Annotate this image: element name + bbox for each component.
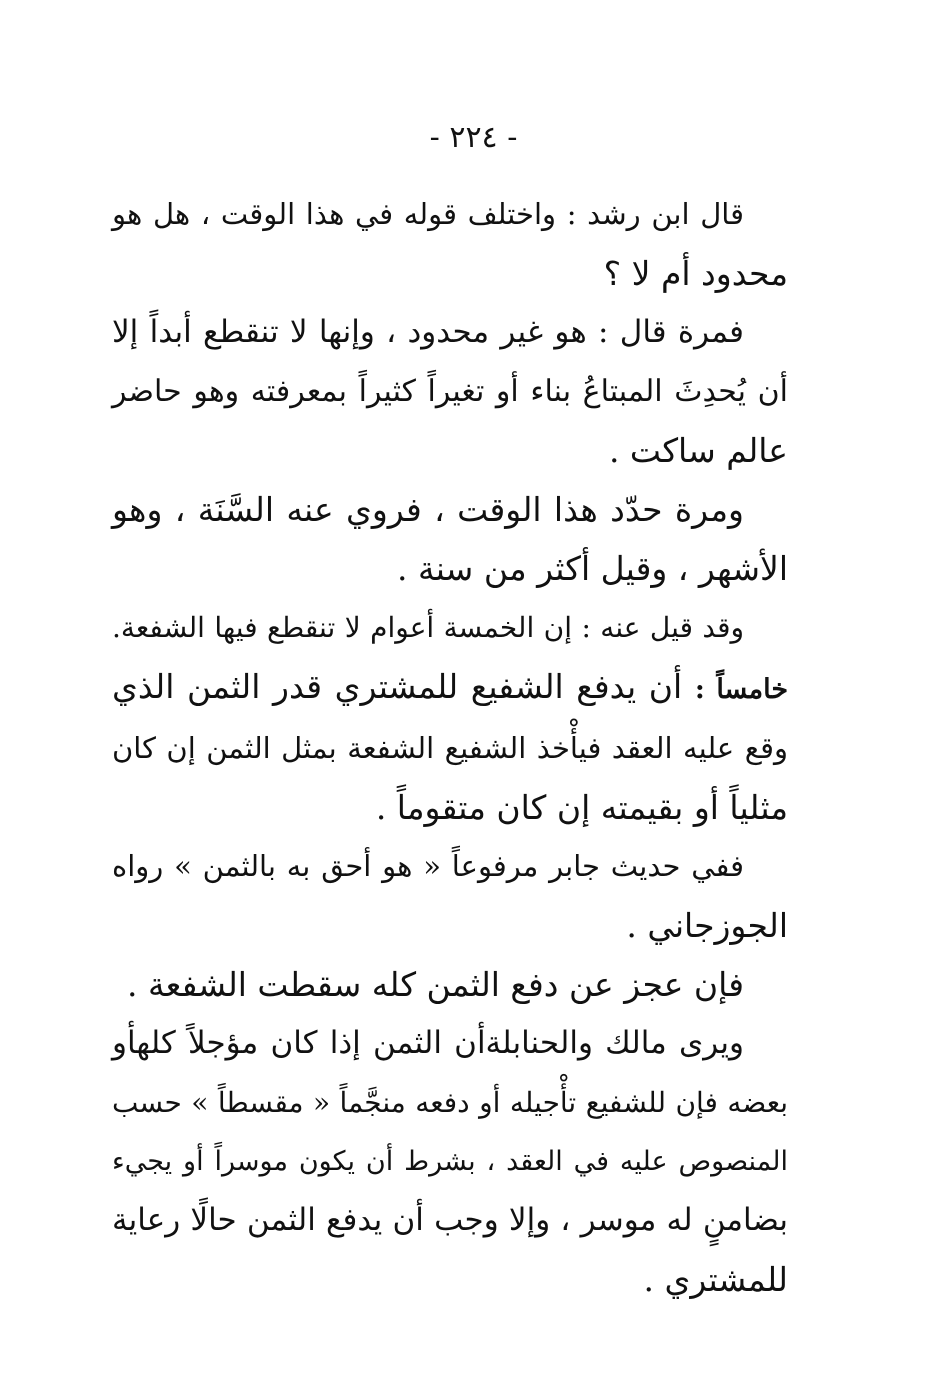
text-line: [112, 657, 788, 719]
text-line: عالم ساكت .: [608, 431, 788, 470]
paragraph-8: [112, 1014, 788, 1309]
paragraph-7: [112, 955, 788, 1014]
paragraph-1: [112, 185, 788, 303]
paragraph-3: [112, 480, 788, 598]
text-line: فإن عجز عن دفع الثمن كله سقطت الشفعة .: [126, 965, 744, 1004]
page-number: - ٢٢٤ -: [429, 120, 518, 155]
section-label: خامساً :: [694, 674, 789, 705]
text-line-content: أن يدفع الشفيع للمشتري قدر الثمن الذي: [112, 667, 683, 706]
text-line: الأشهر ، وقيل أكثر من سنة .: [397, 549, 788, 588]
paragraph-5: [112, 657, 788, 837]
text-line: بضامنٍ له موسر ، وإلا وجب أن يدفع الثمن حالًا رعاية: [112, 1202, 788, 1238]
text-line: للمشتري .: [643, 1260, 788, 1299]
paragraph-6: [112, 837, 788, 955]
paragraph-4: [112, 598, 788, 657]
text-line: أن يُحدِثَ المبتاعُ بناء أو تغيراً كثيراً بمعرفته وهو حاضر: [112, 374, 788, 409]
paragraph-2: [112, 303, 788, 480]
text-line: وقع عليه العقد فيأْخذ الشفيع الشفعة بمثل الثمن إن كان: [112, 731, 788, 765]
text-line: قال ابن رشد : واختلف قوله في هذا الوقت ، هل هو: [112, 197, 744, 231]
text-line: المنصوص عليه في العقد ، بشرط أن يكون موسراً أو يجيء: [112, 1146, 788, 1177]
text-line: ويرى مالك والحنابلةأن الثمن إذا كان مؤجلاً كلهأو: [112, 1025, 744, 1061]
text-line: ومرة حدّد هذا الوقت ، فروي عنه السَّنَة ، وهو: [112, 490, 744, 529]
text-line: محدود أم لا ؟: [603, 254, 788, 293]
text-line: فمرة قال : هو غير محدود ، وإنها لا تنقطع أبداً إلا: [112, 314, 744, 350]
text-line: بعضه فإن للشفيع تأْجيله أو دفعه منجَّماً « مقسطاً » حسب: [112, 1086, 788, 1119]
body-text: [112, 185, 788, 1309]
text-line: مثلياً أو بقيمته إن كان متقوماً .: [375, 788, 788, 827]
text-line: وقد قيل عنه : إن الخمسة أعوام لا تنقطع فيها الشفعة.: [112, 611, 744, 644]
text-line: ففي حديث جابر مرفوعاً « هو أحق به بالثمن » رواه: [112, 849, 744, 883]
text-line: الجوزجاني .: [626, 906, 788, 945]
